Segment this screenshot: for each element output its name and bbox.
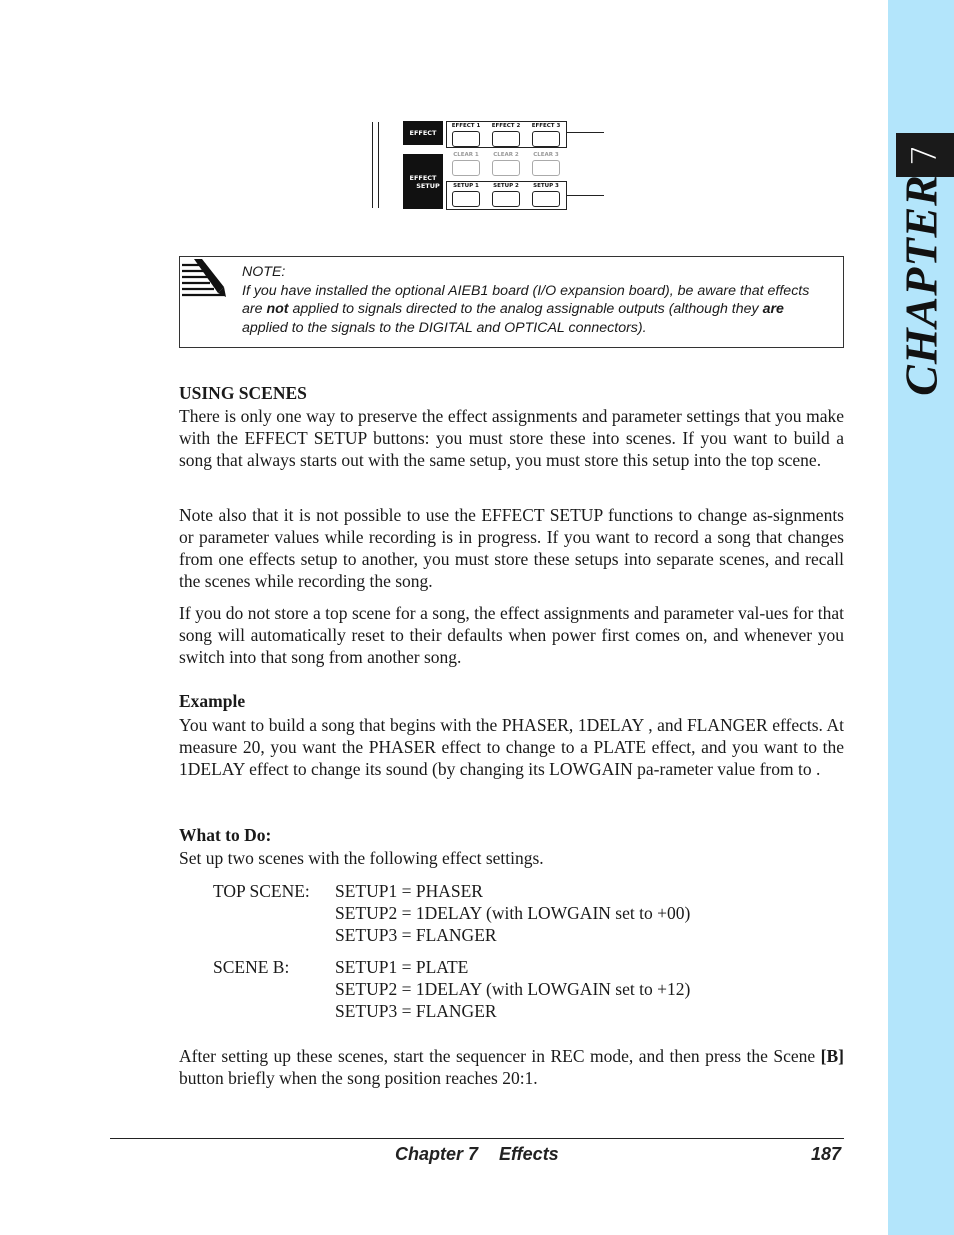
after-setup-text-c: button briefly when the song position reaches 20:1.: [179, 1068, 538, 1088]
footer-section: Effects: [499, 1144, 559, 1164]
scene-b-key: [B]: [820, 1046, 844, 1066]
setup-buttons-group: [446, 181, 567, 210]
note-line2: [242, 300, 838, 319]
setup-3-button[interactable]: [529, 183, 563, 207]
footer-page-number: 187: [811, 1144, 842, 1164]
setup-2-key[interactable]: [492, 191, 520, 207]
setup-2-button[interactable]: [489, 183, 523, 207]
using-scenes-para-3: If you do not store a top scene for a song, the effect assignments and parameter val-ues for that song will automatically reset to their defaults when power first comes on, and whenever you switch into that song from another song.: [179, 603, 844, 667]
effect-setup-label-block: [403, 154, 443, 209]
note-box: [179, 256, 844, 348]
what-to-do-heading: What to Do:: [179, 825, 272, 845]
after-setup-para: [179, 1045, 844, 1089]
chapter-word: CHAPTER: [895, 174, 947, 396]
note-line3: applied to the signals to the DIGITAL and OPTICAL connectors).: [242, 319, 647, 336]
setup-1-button[interactable]: [449, 183, 483, 207]
setup-3-label: SETUP 3: [533, 183, 559, 189]
chapter-number-box: [896, 133, 954, 177]
top-scene-setup3: SETUP3 = FLANGER: [335, 925, 497, 945]
footer-rule: [110, 1138, 844, 1139]
setup-1-key[interactable]: [452, 191, 480, 207]
scene-b-setup3: SETUP3 = FLANGER: [335, 1001, 497, 1021]
callout-line-top: [566, 132, 604, 133]
clear-2-button[interactable]: [489, 152, 523, 176]
top-scene-label: TOP SCENE:: [213, 881, 310, 901]
scene-b-label: SCENE B:: [213, 957, 290, 977]
footer-chapter: Chapter 7: [395, 1144, 479, 1164]
top-scene-setup1: SETUP1 = PHASER: [335, 881, 483, 901]
effect-2-key[interactable]: [492, 131, 520, 147]
setup-2-label: SETUP 2: [493, 183, 519, 189]
note-line2-are: are: [762, 301, 784, 317]
chapter-number: 7: [904, 144, 945, 166]
using-scenes-para-1: There is only one way to preserve the effect assignments and parameter settings that you make with the EFFECT SETUP buttons: you must store these into scenes. If you want to build a song that always starts out with the same setup, you must store this setup into the top scene.: [179, 406, 844, 470]
note-text: [242, 263, 838, 337]
effect-buttons-group: [446, 121, 567, 148]
effect-2-button[interactable]: [489, 123, 523, 147]
note-line2-not: not: [266, 301, 289, 317]
effect-3-key[interactable]: [532, 131, 560, 147]
clear-2-key[interactable]: [492, 160, 520, 176]
effect-label-block: EFFECT: [403, 121, 443, 145]
using-scenes-heading: USING SCENES: [179, 383, 307, 403]
clear-1-key[interactable]: [452, 160, 480, 176]
clear-1-button[interactable]: [449, 152, 483, 176]
pencil-note-icon: [180, 257, 227, 303]
scene-b-setup2: SETUP2 = 1DELAY (with LOWGAIN set to +12): [335, 979, 691, 999]
note-line2-b: applied to signals directed to the analog assignable outputs (although they: [288, 301, 763, 317]
effect-1-label: EFFECT 1: [451, 123, 481, 129]
using-scenes-para-2: Note also that it is not possible to use the EFFECT SETUP functions to change as-signments or parameter values while recording is in progress. If you want to record a song that changes from one effects setup to another, you must store these setups into separate scenes, and recall the scenes while recording the song.: [179, 505, 844, 591]
what-to-do-intro: Set up two scenes with the following effect settings.: [179, 848, 544, 868]
effect-panel-figure: [368, 118, 608, 212]
clear-3-label: CLEAR 3: [533, 152, 559, 158]
top-scene-setup2: SETUP2 = 1DELAY (with LOWGAIN set to +00): [335, 903, 691, 923]
setup-1-label: SETUP 1: [453, 183, 479, 189]
clear-buttons-group: [447, 151, 566, 176]
clear-2-label: CLEAR 2: [493, 152, 519, 158]
effect-3-button[interactable]: [529, 123, 563, 147]
callout-line-bottom: [566, 195, 604, 196]
effect-1-button[interactable]: [449, 123, 483, 147]
setup-3-key[interactable]: [532, 191, 560, 207]
note-line1: If you have installed the optional AIEB1 board (I/O expansion board), be aware that effects: [242, 282, 810, 299]
effect-1-key[interactable]: [452, 131, 480, 147]
effect-2-label: EFFECT 2: [491, 123, 521, 129]
clear-3-key[interactable]: [532, 160, 560, 176]
clear-1-label: CLEAR 1: [453, 152, 479, 158]
effect-setup-line1: EFFECT: [409, 173, 437, 182]
example-para: You want to build a song that begins with the PHASER, 1DELAY , and FLANGER effects. At measure 20, you want the PHASER effect to change to a PLATE effect, and you want to the 1DELAY effect to change its sound (by changing its LOWGAIN pa-rameter value from to .: [179, 715, 844, 779]
after-setup-text-a: After setting up these scenes, start the sequencer in REC mode, and then press the Scene: [179, 1046, 821, 1066]
note-line2-a: are: [242, 301, 267, 317]
effect-setup-line2: SETUP: [416, 181, 440, 190]
note-title: NOTE:: [242, 264, 286, 280]
scene-b-setup1: SETUP1 = PLATE: [335, 957, 469, 977]
clear-3-button[interactable]: [529, 152, 563, 176]
example-heading: Example: [179, 691, 246, 711]
effect-3-label: EFFECT 3: [531, 123, 561, 129]
